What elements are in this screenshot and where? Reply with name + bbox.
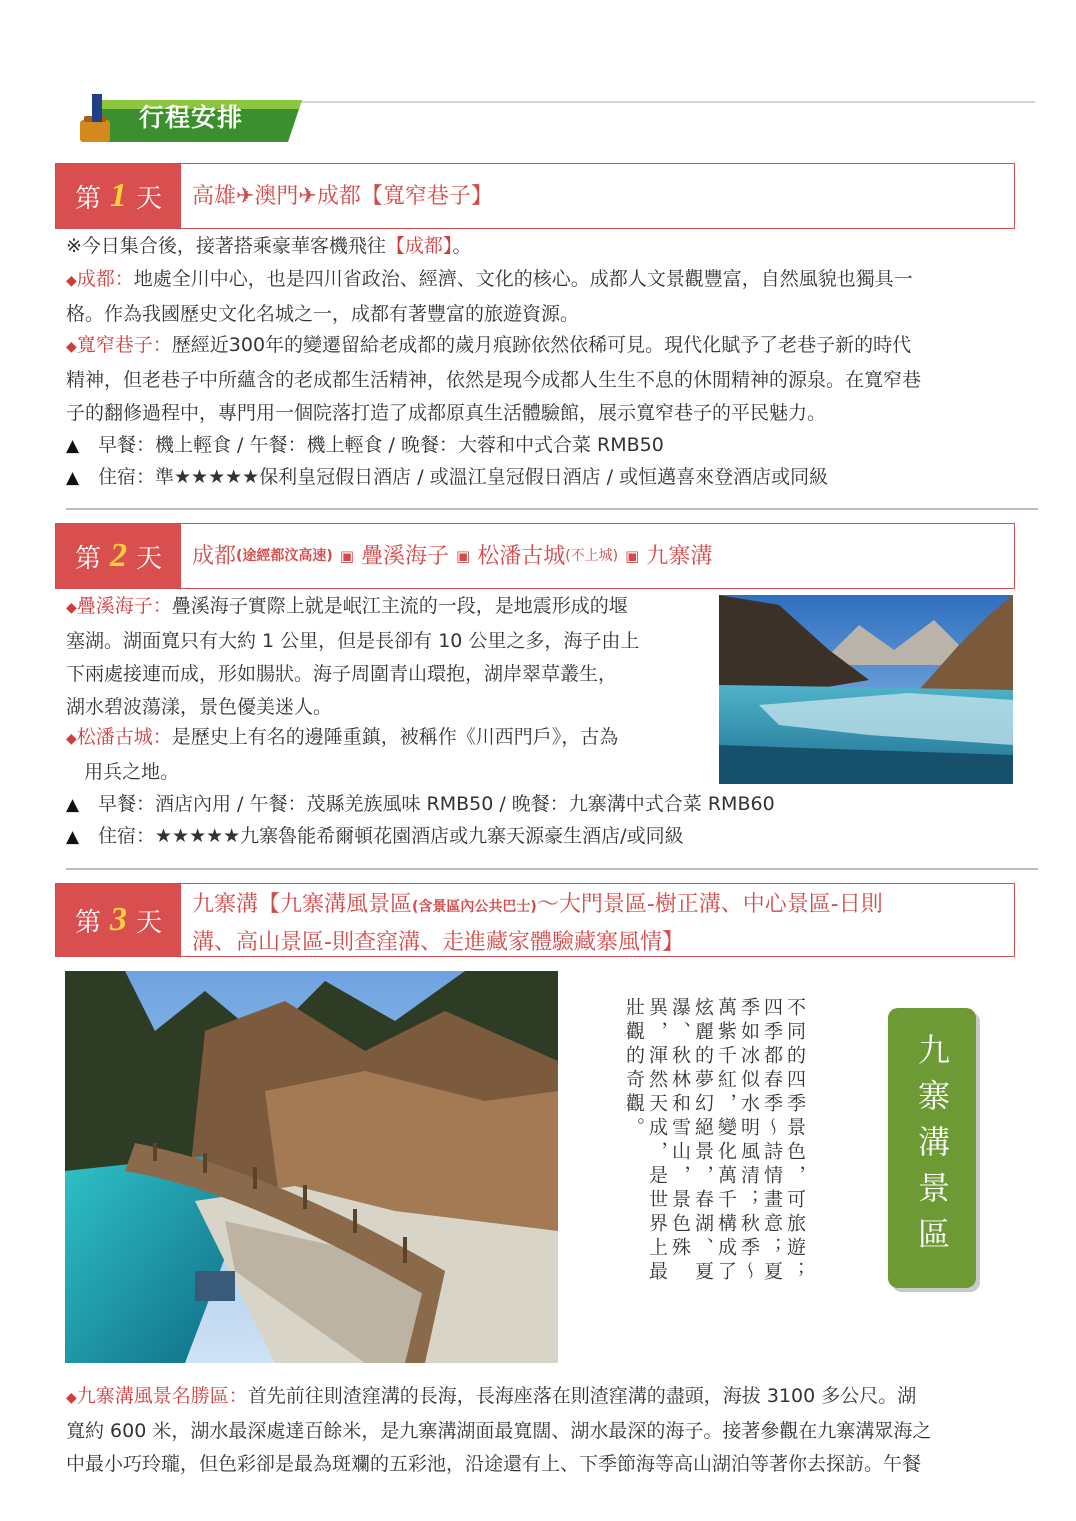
header-rule: [300, 101, 1035, 103]
bus-icon: ▣: [625, 546, 640, 565]
divider: [66, 868, 1038, 870]
day3-header: [55, 883, 1015, 957]
diamond-icon: ◆: [66, 600, 77, 616]
jiuzhaigou-badge: 九寨溝景區: [888, 1008, 976, 1288]
jiuzhaigou-boardwalk-photo: [65, 971, 558, 1363]
day2-songpan-paragraph: ◆松潘古城：是歷史上有名的邊陲重鎮，被稱作《川西門戶》，古為 用兵之地。: [66, 726, 619, 783]
jiuzhaigou-vertical-description: 不同的四季景色，可旅遊；四季都春季～詩情畫意；夏季如冰似水明風清；秋季～萬紫千紅，變化萬千構成了炫麗的夢幻絕景，春湖、夏瀑、秋林和雪山，景色殊異，渾然天成，是世界上最壯觀的奇觀。: [623, 997, 806, 1285]
day3-scenic-paragraph: ◆九寨溝風景名勝區：首先前往則渣窪溝的長海，長海座落在則渣窪溝的盡頭，海拔 3100 多公尺。湖 寬約 600 米，湖水最深處達百餘米，是九寨溝湖面最寬闊、湖水最深的海子。接著參觀在九寨溝眾海之 中最小巧玲瓏，但色彩卻是最為斑斕的五彩池，沿途還有上、下季節海等高山湖泊等著你去探訪。午餐: [66, 1385, 932, 1475]
day2-meal: ▲ 早餐：酒店內用 / 午餐：茂縣羌族風味 RMB50 / 晚餐：九寨溝中式合菜 RMB60: [66, 793, 775, 815]
diexi-lake-photo: [719, 595, 1013, 784]
day2-header: [55, 523, 1015, 589]
diamond-icon: ◆: [66, 273, 77, 289]
bus-icon: ▣: [456, 546, 471, 565]
day1-hotel: ▲ 住宿：準★★★★★保利皇冠假日酒店 / 或溫江皇冠假日酒店 / 或恒邁喜來登酒店或同級: [66, 466, 829, 488]
day2-label: 第 2 天: [56, 524, 181, 588]
triangle-icon: ▲: [66, 436, 80, 456]
day3-label: 第 3 天: [56, 884, 181, 956]
triangle-icon: ▲: [66, 795, 80, 815]
diamond-icon: ◆: [66, 731, 77, 747]
day1-number: 1: [110, 177, 127, 214]
day1-header: [55, 163, 1015, 229]
day2-number: 2: [110, 537, 127, 574]
day1-label: 第 1 天: [56, 164, 181, 228]
day2-hotel: ▲ 住宿：★★★★★九寨魯能希爾頓花園酒店或九寨天源豪生酒店/或同級: [66, 825, 684, 847]
day2-diexi-paragraph: ◆疊溪海子：疊溪海子實際上就是岷江主流的一段，是地震形成的堰 塞湖。湖面寬只有大約 1 公里，但是長卻有 10 公里之多，海子由上 下兩處接連而成，形如腸狀。海子周圍青山環抱，湖岸翠草叢生， 湖水碧波蕩漾，景色優美迷人。: [66, 595, 640, 718]
bus-icon: ▣: [339, 546, 354, 565]
divider: [66, 508, 1038, 510]
triangle-icon: ▲: [66, 468, 80, 488]
diamond-icon: ◆: [66, 1390, 77, 1406]
day3-title: 九寨溝【九寨溝風景區(含景區內公共巴士)～大門景區-樹正溝、中心景區-日則 溝、高山景區-則查窪溝、走進藏家體驗藏寨風情】: [192, 892, 883, 955]
day1-chengdu-paragraph: ◆成都：地處全川中心，也是四川省政治、經濟、文化的核心。成都人文景觀豐富，自然風貌也獨具一 格。作為我國歷史文化名城之一，成都有著豐富的旅遊資源。: [66, 268, 913, 325]
day3-number: 3: [110, 901, 127, 938]
diamond-icon: ◆: [66, 339, 77, 355]
day1-kuanzhai-paragraph: ◆寬窄巷子：歷經近300年的變遷留給老成都的歲月痕跡依然依稀可見。現代化賦予了老巷子新的時代 精神，但老巷子中所蘊含的老成都生活精神，依然是現今成都人生生不息的休閒精神的源泉。在寬窄巷 子的翻修過程中，專門用一個院落打造了成都原真生活體驗館，展示寬窄巷子的平民魅力。: [66, 334, 922, 424]
day1-title: 高雄✈澳門✈成都【寬窄巷子】: [192, 183, 493, 209]
triangle-icon: ▲: [66, 827, 80, 847]
day2-title: 成都 (途經都汶高速) ▣ 疊溪海子 ▣ 松潘古城 (不上城) ▣ 九寨溝: [192, 524, 1006, 588]
day1-meal: ▲ 早餐：機上輕食 / 午餐：機上輕食 / 晚餐：大蓉和中式合菜 RMB50: [66, 434, 664, 456]
section-title: 行程安排: [139, 103, 244, 132]
day1-intro: ※今日集合後，接著搭乘豪華客機飛往【成都】。: [66, 235, 472, 257]
